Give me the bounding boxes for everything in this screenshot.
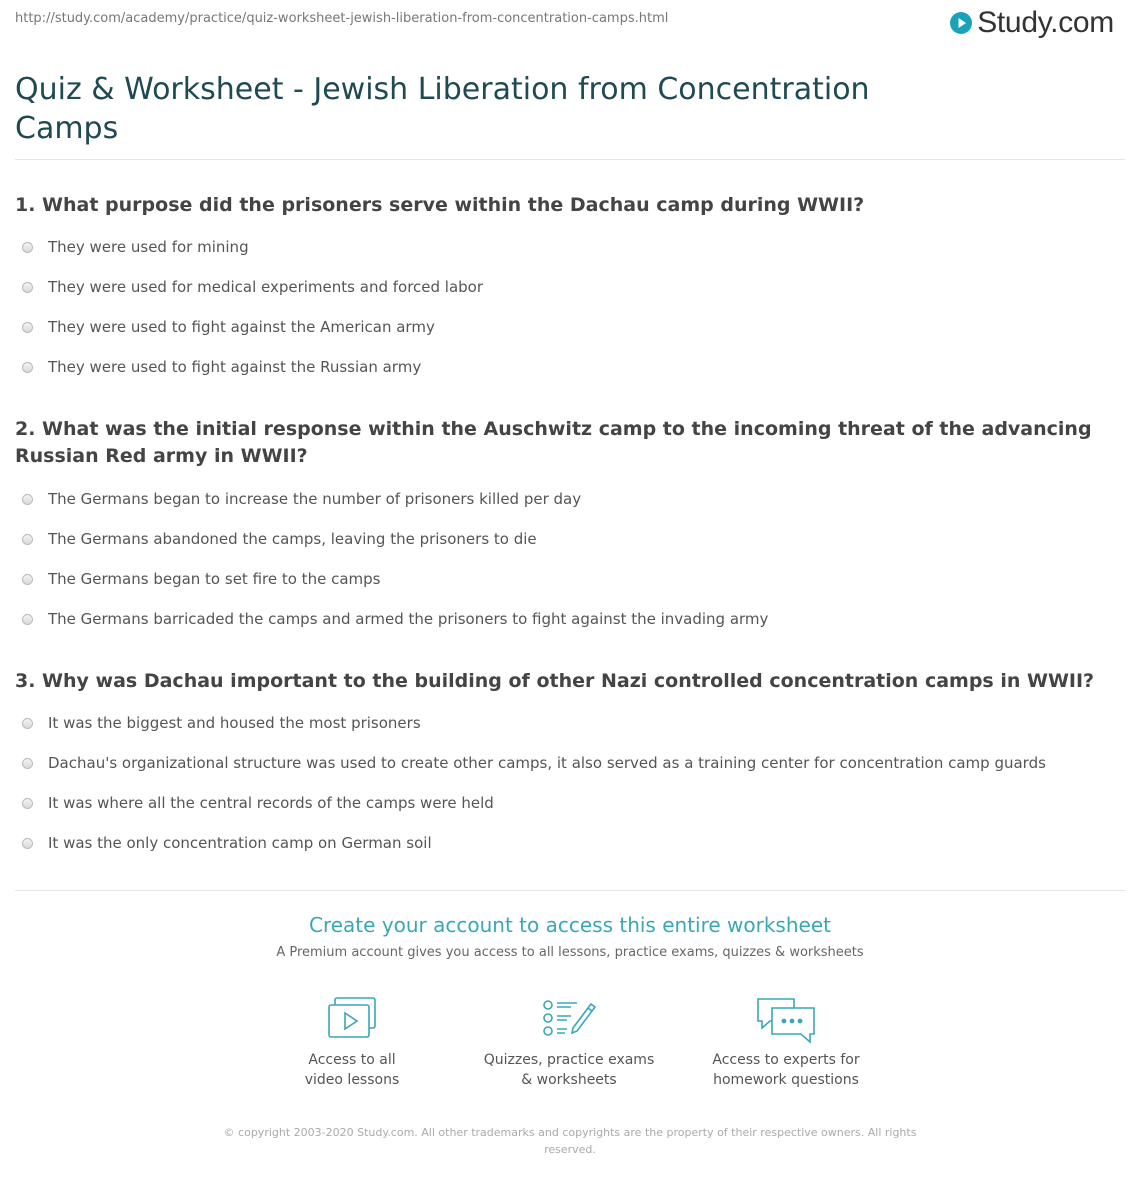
- copyright-notice: © copyright 2003-2020 Study.com. All other trademarks and copyrights are the property of their respective owners. All rights reserved.: [223, 1126, 917, 1156]
- radio-button[interactable]: [22, 838, 33, 849]
- answer-option[interactable]: [22, 599, 768, 639]
- answer-list-2: [22, 479, 768, 639]
- answer-text: The Germans began to set fire to the camps: [48, 570, 381, 588]
- answer-text: The Germans began to increase the number of prisoners killed per day: [48, 490, 582, 508]
- chat-experts-icon: [754, 996, 818, 1044]
- feature-quizzes: [479, 996, 659, 1090]
- browser-url: http://study.com/academy/practice/quiz-worksheet-jewish-liberation-from-concentration-camps.html: [15, 11, 669, 26]
- create-account-link[interactable]: Create your account to access this entire worksheet: [309, 913, 831, 937]
- answer-list-3: [22, 703, 1046, 863]
- radio-button[interactable]: [22, 282, 33, 293]
- answer-option[interactable]: [22, 703, 1046, 743]
- radio-button[interactable]: [22, 362, 33, 373]
- cta-divider: [15, 890, 1125, 891]
- answer-option[interactable]: [22, 519, 768, 559]
- answer-text: They were used for mining: [48, 238, 249, 256]
- question-1: 1. What purpose did the prisoners serve within the Dachau camp during WWII?: [15, 194, 865, 216]
- radio-button[interactable]: [22, 574, 33, 585]
- question-3: 3. Why was Dachau important to the building of other Nazi controlled concentration camps in WWII?: [15, 670, 1095, 692]
- radio-button[interactable]: [22, 534, 33, 545]
- feature-video-lessons: [262, 996, 442, 1090]
- study-logo[interactable]: [949, 6, 1114, 40]
- title-divider: [15, 159, 1125, 160]
- radio-button[interactable]: [22, 798, 33, 809]
- answer-text: It was where all the central records of the camps were held: [48, 794, 494, 812]
- answer-option[interactable]: [22, 227, 483, 267]
- feature-label-line: video lessons: [304, 1072, 400, 1088]
- answer-text: It was the biggest and housed the most prisoners: [48, 714, 421, 732]
- radio-button[interactable]: [22, 322, 33, 333]
- answer-text: Dachau's organizational structure was used to create other camps, it also served as a training center for concentration camp guards: [48, 754, 1046, 772]
- radio-button[interactable]: [22, 614, 33, 625]
- radio-button[interactable]: [22, 494, 33, 505]
- answer-text: They were used for medical experiments and forced labor: [48, 278, 484, 296]
- page-title: Quiz & Worksheet - Jewish Liberation from Concentration Camps: [15, 72, 870, 146]
- feature-label-line: & worksheets: [521, 1072, 617, 1088]
- answer-text: They were used to fight against the Russian army: [48, 358, 422, 376]
- answer-option[interactable]: [22, 479, 768, 519]
- radio-button[interactable]: [22, 718, 33, 729]
- logo-text: Study.com: [977, 6, 1114, 39]
- answer-option[interactable]: [22, 559, 768, 599]
- question-2: 2. What was the initial response within the Auschwitz camp to the incoming threat of the advancing Russian Red army in WWII?: [15, 418, 1092, 467]
- radio-button[interactable]: [22, 242, 33, 253]
- answer-text: The Germans abandoned the camps, leaving the prisoners to die: [48, 530, 537, 548]
- feature-label-line: homework questions: [713, 1072, 859, 1088]
- answer-text: They were used to fight against the American army: [48, 318, 435, 336]
- video-lessons-icon: [326, 996, 378, 1040]
- answer-option[interactable]: [22, 347, 483, 387]
- answer-list-1: [22, 227, 483, 387]
- quiz-checklist-icon: [541, 996, 597, 1040]
- radio-button[interactable]: [22, 758, 33, 769]
- play-circle-icon: [949, 11, 973, 35]
- premium-description: A Premium account gives you access to all lessons, practice exams, quizzes & worksheets: [276, 945, 864, 960]
- answer-option[interactable]: [22, 823, 1046, 863]
- feature-experts: [696, 996, 876, 1090]
- feature-label-line: Quizzes, practice exams: [483, 1052, 655, 1068]
- answer-option[interactable]: [22, 743, 1046, 783]
- answer-text: The Germans barricaded the camps and armed the prisoners to fight against the invading army: [48, 610, 769, 628]
- feature-label-line: Access to experts for: [712, 1052, 860, 1068]
- answer-text: It was the only concentration camp on German soil: [48, 834, 432, 852]
- answer-option[interactable]: [22, 267, 483, 307]
- feature-label-line: Access to all: [308, 1052, 396, 1068]
- answer-option[interactable]: [22, 307, 483, 347]
- answer-option[interactable]: [22, 783, 1046, 823]
